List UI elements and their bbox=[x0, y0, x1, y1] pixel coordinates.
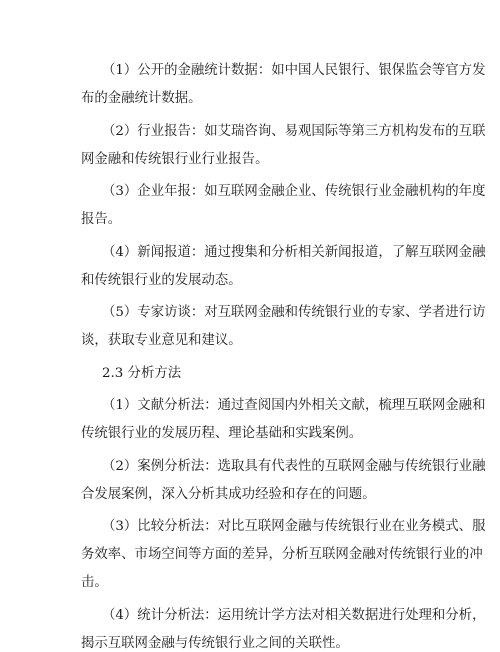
paragraph-line: （2）行业报告：如艾瑞咨询、易观国际等第三方机构发布的互联 bbox=[102, 124, 486, 139]
paragraph-line: 击。 bbox=[81, 575, 108, 590]
paragraph-line: 和传统银行业的发展动态。 bbox=[81, 273, 242, 288]
section-heading-2-3: 2.3 分析方法 bbox=[102, 366, 182, 381]
paragraph-line: 网金融和传统银行业行业报告。 bbox=[81, 152, 269, 167]
paragraph-line: 务效率、市场空间等方面的差异，分析互联网金融对传统银行业的冲 bbox=[81, 547, 483, 562]
paragraph-line: 揭示互联网金融与传统银行业之间的关联性。 bbox=[81, 636, 349, 651]
paragraph-line: （3）比较分析法：对比互联网金融与传统银行业在业务模式、服 bbox=[102, 519, 486, 534]
paragraph-line: （3）企业年报：如互联网金融企业、传统银行业金融机构的年度 bbox=[102, 184, 486, 199]
paragraph-line: （1）文献分析法：通过查阅国内外相关文献，梳理互联网金融和 bbox=[102, 398, 486, 413]
paragraph-line: 报告。 bbox=[81, 212, 122, 227]
paragraph-line: 布的金融统计数据。 bbox=[81, 91, 202, 106]
paragraph-line: （1）公开的金融统计数据：如中国人民银行、银保监会等官方发 bbox=[102, 63, 486, 78]
paragraph-line: （5）专家访谈：对互联网金融和传统银行业的专家、学者进行访 bbox=[102, 305, 486, 320]
paragraph-line: （2）案例分析法：选取具有代表性的互联网金融与传统银行业融 bbox=[102, 459, 486, 474]
paragraph-line: 谈，获取专业意见和建议。 bbox=[81, 333, 242, 348]
paragraph-line: （4）新闻报道：通过搜集和分析相关新闻报道，了解互联网金融 bbox=[102, 245, 486, 260]
paragraph-line: （4）统计分析法：运用统计学方法对相关数据进行处理和分析， bbox=[102, 608, 486, 623]
paragraph-line: 合发展案例，深入分析其成功经验和存在的问题。 bbox=[81, 487, 376, 502]
paragraph-line: 传统银行业的发展历程、理论基础和实践案例。 bbox=[81, 426, 363, 441]
